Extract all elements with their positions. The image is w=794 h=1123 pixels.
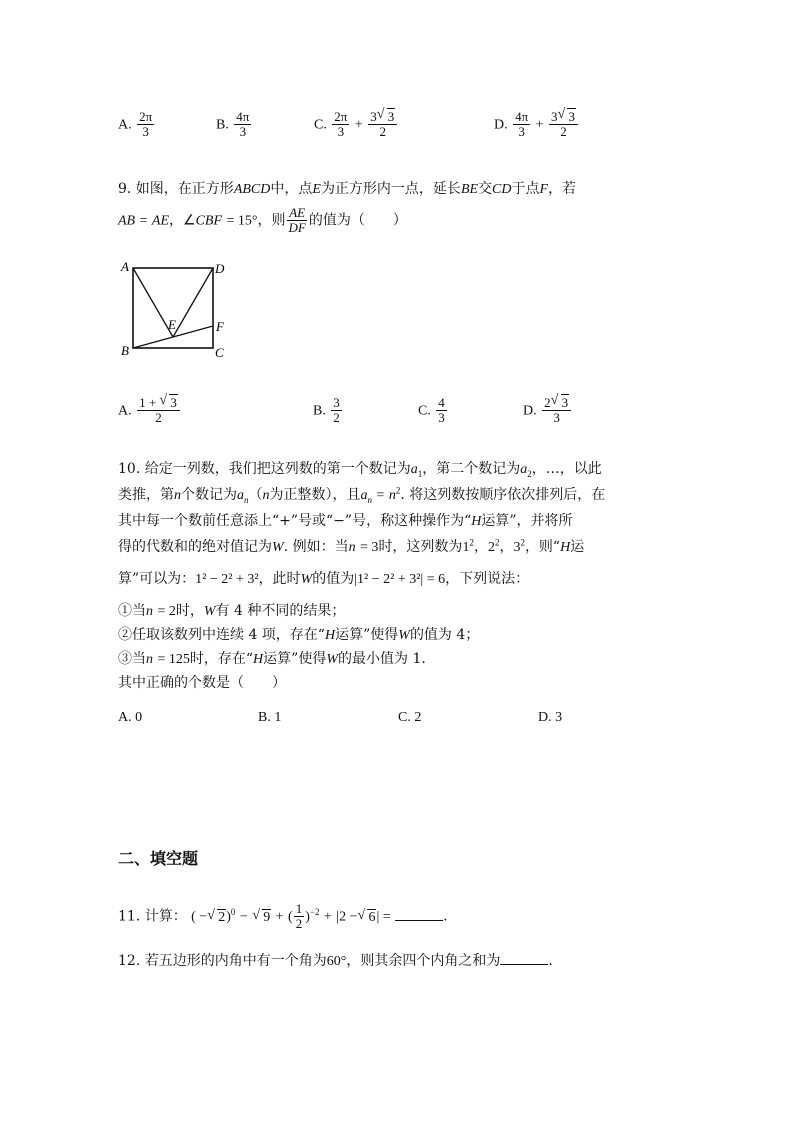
q9-option-c: C. $\frac{4}{3}$	[418, 395, 445, 425]
section-heading-fill-blank: 二、填空题	[118, 849, 199, 868]
q10-statement-3: ③当n = 125时，存在“H运算”使得W的最小值为 1.	[118, 651, 426, 667]
q10-option-d: D. 3	[538, 710, 563, 725]
q9-ratio-fraction: $\frac{AE}{DF}$	[288, 205, 306, 235]
q8-option-c: C. $\frac{2\pi}{3}$ + $\frac{3√ 3}{2}$	[314, 110, 398, 139]
q10-statement-1: ①当n = 2时，W有 4 种不同的结果；	[118, 603, 346, 619]
q10-line4: 得的代数和的绝对值记为W. 例如：当n = 3时，这列数为$1^2$，$2^2$，$3^2$，则“H运	[118, 537, 585, 555]
q10-statement-2: ②任取该数列中连续 4 项，存在“H运算”使得W的值为 4；	[118, 627, 480, 643]
q10-line5: 算”可以为：1² − 2² + 3²，此时W的值为|1² − 2² + 3²| = 6，下列说法：	[118, 571, 530, 587]
q10-line2: 类推，第n个数记为$a_n(n$为正整数），且$a_n = n^2$. 将这列数按顺序依次排列后，在	[118, 485, 606, 505]
label-b: B	[121, 343, 129, 358]
q8-b-fraction: $\frac{4\pi}{3}$	[236, 109, 250, 139]
q9-option-b: B. $\frac{3}{2}$	[313, 395, 340, 425]
q9-option-d: D. $\frac{2√ 3}{3}$	[523, 396, 572, 425]
q8-option-d: D. $\frac{4\pi}{3}$ + $\frac{3√ 3}{2}$	[494, 110, 579, 139]
q10-line1: 10. 给定一列数，我们把这列数的第一个数记为$a_1$，第二个数记为$a_2$，…，以此	[118, 461, 602, 479]
q8-option-a: A. $\frac{2\pi}{3}$	[118, 109, 153, 139]
square-abcd-diagram	[116, 258, 236, 362]
q10-line3: 其中每一个数前任意添上“+”号或“−”号，称这种操作为“H运算”，并将所	[118, 513, 573, 529]
q11-line: 11. 计算： ( −√ 2)$^0$ − √ 9 + ( $\frac{1}{2}$ )$^{-2}$ + |2 −√ 6| = .	[118, 902, 448, 931]
label-c: C	[215, 345, 224, 360]
q9-stem-line1: 9. 如图，在正方形ABCD中，点E为正方形内一点，延长BE交CD于点F，若	[118, 181, 577, 197]
q10-option-b: B. 1	[258, 710, 282, 725]
q10-option-a: A. 0	[118, 710, 143, 725]
q9-stem-line2: AB = AE，∠CBF = 15°，则 $\frac{AE}{DF}$ 的值为（ ）	[118, 205, 407, 235]
q12-line: 12. 若五边形的内角中有一个角为60°，则其余四个内角之和为 .	[118, 953, 553, 969]
q8-a-fraction: $\frac{2\pi}{3}$	[139, 109, 153, 139]
segment-de	[173, 268, 213, 337]
q12-answer-blank[interactable]	[500, 952, 548, 965]
q8-option-b: B. $\frac{4\pi}{3}$	[216, 109, 250, 139]
label-a: A	[121, 259, 129, 274]
label-f: F	[216, 319, 224, 334]
q9-option-a: A. $\frac{1 + √ 3}{2}$	[118, 396, 181, 425]
label-d: D	[215, 261, 225, 276]
label-e: E	[168, 317, 176, 332]
q10-option-c: C. 2	[398, 710, 422, 725]
q11-answer-blank[interactable]	[395, 908, 443, 921]
q10-question: 其中正确的个数是（ ）	[118, 675, 286, 691]
segment-ae	[133, 268, 173, 337]
